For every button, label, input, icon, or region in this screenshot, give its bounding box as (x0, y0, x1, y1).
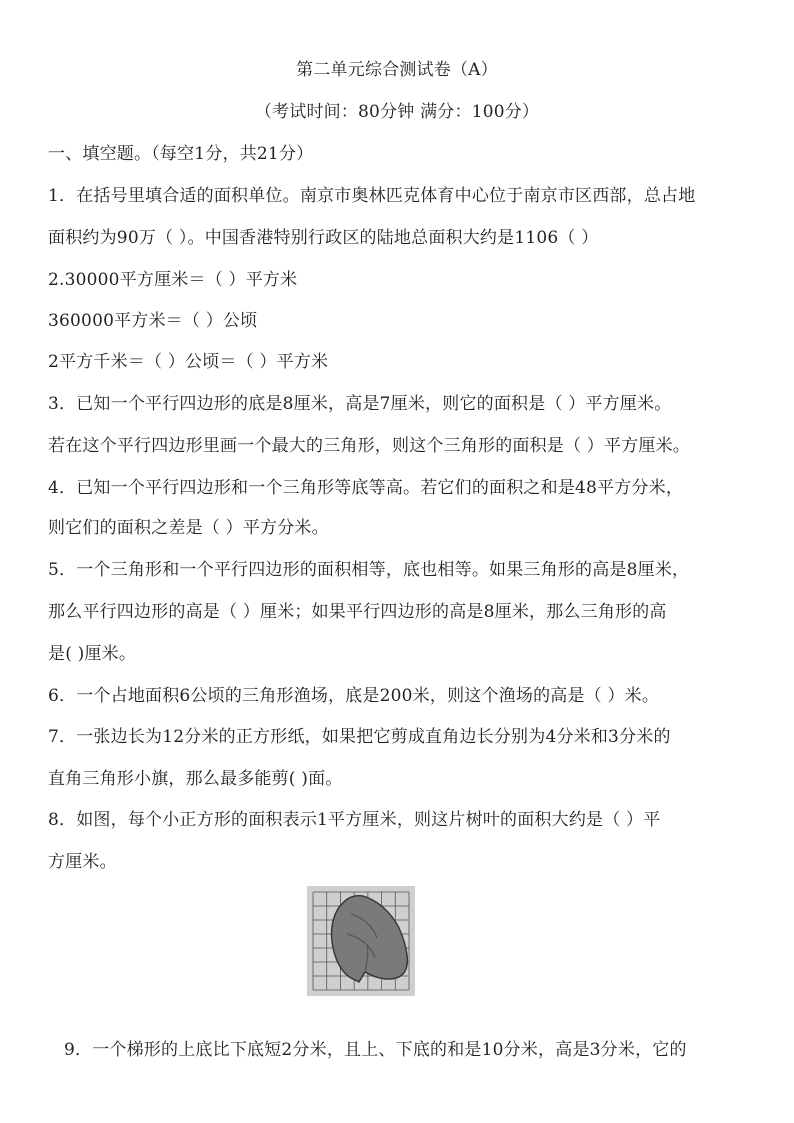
question-4-line-2: 则它们的面积之差是（ ）平方分米。 (48, 518, 329, 538)
question-5-line-1: 5．一个三角形和一个平行四边形的面积相等，底也相等。如果三角形的高是8厘米， (48, 560, 690, 580)
question-7-line-2: 直角三角形小旗，那么最多能剪( )面。 (48, 769, 343, 789)
question-3-line-2: 若在这个平行四边形里画一个最大的三角形，则这个三角形的面积是（ ）平方厘米。 (48, 436, 691, 456)
page-title: 第二单元综合测试卷（A） (296, 60, 498, 80)
question-5-line-3: 是( )厘米。 (48, 644, 137, 664)
question-8-line-1: 8．如图，每个小正方形的面积表示1平方厘米，则这片树叶的面积大约是（ ）平 (48, 810, 661, 830)
question-2-line-2: 360000平方米＝（ ）公顷 (48, 311, 258, 331)
leaf-grid-figure (307, 886, 415, 996)
question-1-line-1: 1．在括号里填合适的面积单位。南京市奥林匹克体育中心位于南京市区西部，总占地 (48, 186, 696, 206)
section-heading: 一、填空题。（每空1分，共21分） (48, 144, 314, 164)
question-3-line-1: 3．已知一个平行四边形的底是8厘米，高是7厘米，则它的面积是（ ）平方厘米。 (48, 394, 672, 414)
question-1-line-2: 面积约为90万（ ）。中国香港特别行政区的陆地总面积大约是1106（ ） (48, 228, 599, 248)
question-7-line-1: 7．一张边长为12分米的正方形纸，如果把它剪成直角边长分别为4分米和3分米的 (48, 727, 671, 747)
question-9-line-1: 9．一个梯形的上底比下底短2分米，且上、下底的和是10分米，高是3分米，它的 (64, 1040, 687, 1060)
question-5-line-2: 那么平行四边形的高是（ ）厘米；如果平行四边形的高是8厘米，那么三角形的高 (48, 602, 667, 622)
page-subtitle: （考试时间：80分钟 满分：100分） (254, 102, 540, 122)
question-8-line-2: 方厘米。 (48, 852, 117, 872)
leaf-grid-svg (307, 886, 415, 996)
question-6-line-1: 6．一个占地面积6公顷的三角形渔场，底是200米，则这个渔场的高是（ ）米。 (48, 686, 660, 706)
question-2-line-1: 2.30000平方厘米＝（ ）平方米 (48, 270, 298, 290)
question-4-line-1: 4．已知一个平行四边形和一个三角形等底等高。若它们的面积之和是48平方分米， (48, 478, 684, 498)
question-2-line-3: 2平方千米＝（ ）公顷＝（ ）平方米 (48, 352, 329, 372)
